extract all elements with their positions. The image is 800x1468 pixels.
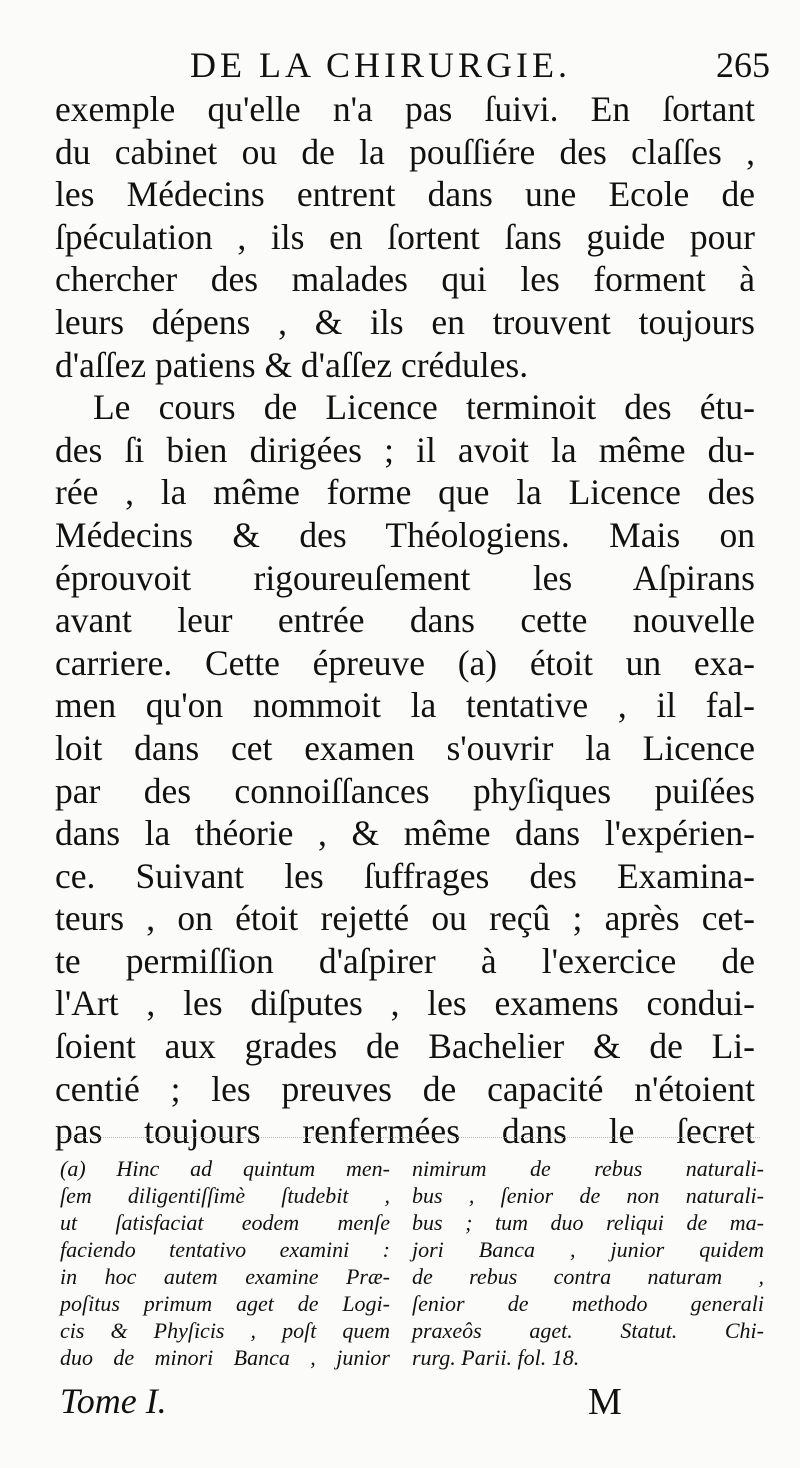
text-line: loit dans cet examen s'ouvrir la Licence bbox=[55, 727, 755, 768]
text-line: teurs , on étoit rejetté ou reçû ; après cet- bbox=[55, 898, 755, 939]
gathering-signature: M bbox=[588, 1381, 622, 1423]
footnote-line: faciendo tentativo examini : bbox=[60, 1237, 390, 1262]
text-line: les Médecins entrent dans une Ecole de bbox=[55, 174, 755, 215]
footnote-line: (a) Hinc ad quintum men- bbox=[60, 1156, 390, 1181]
text-line: centié ; les preuves de capacité n'étoient bbox=[55, 1068, 755, 1109]
text-line: ce. Suivant les ſuffrages des Examina- bbox=[55, 855, 755, 896]
text-line: te permiſſion d'aſpirer à l'exercice de bbox=[55, 940, 755, 981]
text-line: ſoient aux grades de Bachelier & de Li- bbox=[55, 1026, 755, 1067]
footnote-line: duo de minori Banca , junior bbox=[60, 1345, 390, 1370]
text-line: d'aſſez patiens & d'aſſez crédules. bbox=[55, 344, 529, 385]
footnote-divider bbox=[60, 1137, 760, 1139]
footnote-line: poſitus primum aget de Logi- bbox=[60, 1291, 390, 1316]
running-head: DE LA CHIRURGIE. bbox=[190, 45, 571, 85]
page-number: 265 bbox=[716, 45, 770, 85]
footnote-line: bus ; tum duo reliqui de ma- bbox=[412, 1210, 764, 1235]
text-line: Le cours de Licence terminoit des étu- bbox=[93, 387, 755, 428]
footnote-column-left bbox=[60, 1155, 390, 1371]
footnote-line: ſenior de methodo generali bbox=[412, 1291, 764, 1316]
text-line: carriere. Cette épreuve (a) étoit un exa- bbox=[55, 642, 755, 683]
footnote-line: cis & Phyſicis , poſt quem bbox=[60, 1318, 390, 1343]
main-text bbox=[55, 88, 755, 1153]
text-line: chercher des malades qui les forment à bbox=[55, 259, 755, 300]
text-line: pas toujours renfermées dans le ſecret bbox=[55, 1111, 755, 1152]
text-line: avant leur entrée dans cette nouvelle bbox=[55, 600, 755, 641]
text-line: dans la théorie , & même dans l'expérien- bbox=[55, 813, 755, 854]
text-line: leurs dépens , & ils en trouvent toujours bbox=[55, 301, 755, 342]
footnote-line: in hoc autem examine Præ- bbox=[60, 1264, 390, 1289]
volume-signature: Tome I. bbox=[60, 1381, 167, 1421]
footnote-line: jori Banca , junior quidem bbox=[412, 1237, 764, 1262]
text-line: du cabinet ou de la pouſſiére des claſſes , bbox=[55, 131, 755, 172]
footnote-line: bus , ſenior de non naturali- bbox=[412, 1183, 764, 1208]
page-footer bbox=[60, 1380, 660, 1430]
footnotes bbox=[60, 1155, 765, 1385]
page-header bbox=[190, 44, 770, 90]
footnote-column-right bbox=[412, 1155, 764, 1371]
text-line: éprouvoit rigoureuſement les Aſpirans bbox=[55, 557, 755, 598]
footnote-line: nimirum de rebus naturali- bbox=[412, 1156, 764, 1181]
footnote-line: ut ſatisfaciat eodem menſe bbox=[60, 1210, 390, 1235]
text-line: des ſi bien dirigées ; il avoit la même du- bbox=[55, 429, 755, 470]
text-line: exemple qu'elle n'a pas ſuivi. En ſortant bbox=[55, 89, 755, 129]
text-line: Médecins & des Théologiens. Mais on bbox=[55, 514, 755, 555]
footnote-line: ſem diligentiſſimè ſtudebit , bbox=[60, 1183, 390, 1208]
text-line: l'Art , les diſputes , les examens condui- bbox=[55, 983, 755, 1024]
text-line: rée , la même forme que la Licence des bbox=[55, 472, 755, 513]
text-line: men qu'on nommoit la tentative , il fal- bbox=[55, 685, 755, 726]
text-line: ſpéculation , ils en ſortent ſans guide pour bbox=[55, 216, 755, 257]
text-line: par des connoiſſances phyſiques puiſées bbox=[55, 770, 755, 811]
footnote-line: rurg. Parii. fol. 18. bbox=[412, 1345, 580, 1370]
footnote-line: praxeôs aget. Statut. Chi- bbox=[412, 1318, 764, 1343]
footnote-line: de rebus contra naturam , bbox=[412, 1264, 764, 1289]
